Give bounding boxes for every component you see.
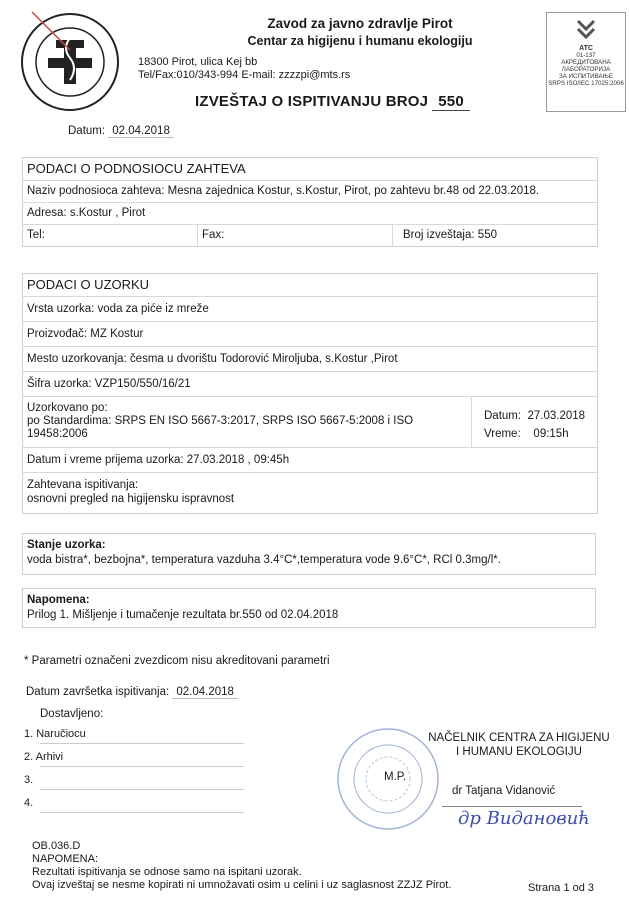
footer-line1: Rezultati ispitivanja se odnose samo na ispitani uzorak.	[32, 866, 302, 878]
atc-line3: ЗА ИСПИТИВАЊЕ	[558, 73, 614, 80]
producer-row	[23, 322, 597, 347]
delivered-line	[40, 789, 244, 790]
sampling-place-row	[23, 347, 597, 372]
center-name: Centar za higijenu i humanu ekologiju	[247, 34, 473, 48]
delivered-item-3: 3.	[24, 774, 34, 786]
footer-line2: Ovaj izveštaj se nesme kopirati ni umnožavati osim u celini i uz saglasnost ZZJZ Pirot.	[32, 879, 452, 891]
sampling-date-value: 27.03.2018	[527, 410, 586, 422]
note-value: Prilog 1. Mišljenje i tumačenje rezultata br.550 od 02.04.2018	[27, 609, 339, 621]
sampled-label: Uzorkovano po:	[27, 402, 108, 414]
requester-section	[22, 157, 598, 247]
completion-label: Datum završetka ispitivanja:	[26, 686, 170, 698]
requester-name-label: Naziv podnosioca zahteva:	[27, 185, 165, 197]
sampling-method-cell	[23, 397, 472, 447]
sample-code-value: VZP150/550/16/21	[94, 378, 191, 390]
mp-label: M.P.	[384, 771, 407, 783]
requester-name-value: Mesna zajednica Kostur, s.Kostur, Pirot, po zahtevu br.48 od 22.03.2018.	[167, 185, 540, 197]
condition-section	[22, 533, 596, 575]
completion-date	[26, 686, 238, 698]
tests-row	[23, 473, 597, 513]
receipt-value: 27.03.2018 , 09:45h	[186, 454, 290, 466]
condition-value: voda bistra*, bezbojna*, temperatura vazduha 3.4°C*,temperatura vode 9.6°C*, RCl 0.3mg/l*.	[27, 554, 501, 566]
producer-value: MZ Kostur	[90, 328, 144, 340]
sampling-date	[484, 407, 597, 425]
delivered-item-2: 2. Arhivi	[24, 751, 64, 763]
sampling-date-label: Datum:	[484, 410, 522, 422]
sample-type-label: Vrsta uzorka:	[27, 303, 95, 315]
date-label: Datum:	[68, 125, 106, 137]
fax-label: Fax:	[198, 225, 393, 246]
signature-title-line1: NAČELNIK CENTRA ZA HIGIJENU	[428, 732, 610, 744]
tests-value: osnovni pregled na higijensku ispravnost	[27, 493, 235, 505]
sample-type-value: voda za piće iz mreže	[97, 303, 209, 315]
sample-type-row	[23, 297, 597, 322]
sampling-datetime-cell	[472, 397, 597, 447]
footer-code: OB.036.D	[32, 840, 81, 852]
institute-logo	[18, 10, 122, 114]
sampling-place-value: česma u dvorištu Todorović Miroljuba, s.Kostur ,Pirot	[129, 353, 398, 365]
footer-napomena: NAPOMENA:	[32, 853, 99, 865]
sampling-method-row	[23, 397, 597, 448]
delivered-line	[40, 766, 244, 767]
sampling-time-label: Vreme:	[484, 428, 521, 440]
footnote: * Parametri označeni zvezdicom nisu akreditovani parametri	[24, 655, 330, 667]
org-address	[138, 56, 350, 82]
tests-label: Zahtevana ispitivanja:	[27, 479, 139, 491]
sampling-time	[484, 425, 597, 443]
sampling-place-label: Mesto uzorkovanja:	[27, 353, 127, 365]
requester-name-row	[23, 181, 597, 203]
delivered-label: Dostavljeno:	[40, 708, 104, 720]
atc-accreditation-badge	[546, 12, 626, 112]
report-no-cell	[393, 225, 597, 246]
signature-line	[442, 806, 582, 807]
producer-label: Proizvođač:	[27, 328, 88, 340]
delivered-line	[40, 743, 244, 744]
condition-title: Stanje uzorka:	[27, 539, 106, 551]
delivered-line	[40, 812, 244, 813]
org-name: Zavod za javno zdravlje Pirot	[267, 16, 453, 31]
atc-icon	[575, 17, 597, 41]
tel-label: Tel:	[23, 225, 198, 246]
address-line: 18300 Pirot, ulica Kej bb	[138, 56, 258, 68]
atc-line2: ЛАБОРАТОРИЈА	[561, 66, 611, 73]
completion-value: 02.04.2018	[172, 686, 238, 699]
receipt-row	[23, 448, 597, 473]
sample-title: PODACI O UZORKU	[23, 274, 597, 297]
sample-code-label: Šifra uzorka:	[27, 378, 92, 390]
atc-code: 01-137	[576, 52, 596, 59]
atc-std: SRPS ISO/IEC 17025:2006	[548, 80, 624, 87]
sampled-value: po Standardima: SRPS EN ISO 5667-3:2017, SRPS ISO 5667-5:2008 i ISO 19458:2006	[27, 415, 414, 440]
sample-code-row	[23, 372, 597, 397]
requester-address-row	[23, 203, 597, 225]
requester-address-value: s.Kostur , Pirot	[69, 207, 146, 219]
contact-line: Tel/Fax:010/343-994 E-mail: zzzzpi@mts.rs	[138, 69, 351, 81]
note-title: Napomena:	[27, 594, 90, 606]
report-date	[68, 125, 174, 137]
report-title-text: IZVEŠTAJ O ISPITIVANJU BROJ	[195, 93, 429, 110]
report-number: 550	[432, 93, 470, 111]
atc-label: ATC	[579, 45, 593, 52]
atc-line1: АКРЕДИТОВАНА	[561, 59, 611, 66]
page-number: Strana 1 od 3	[528, 882, 595, 894]
sample-section	[22, 273, 598, 514]
signature-title	[414, 731, 624, 759]
requester-address-label: Adresa:	[27, 207, 67, 219]
handwritten-signature: др Видановић	[458, 808, 590, 829]
note-section	[22, 588, 596, 628]
delivered-item-1: 1. Naručiocu	[24, 728, 86, 740]
report-no-label: Broj izveštaja:	[403, 229, 475, 241]
footer	[32, 840, 451, 892]
receipt-label: Datum i vreme prijema uzorka:	[27, 454, 184, 466]
requester-contact-row	[23, 225, 597, 246]
signature-title-line2: I HUMANU EKOLOGIJU	[456, 746, 582, 758]
date-value: 02.04.2018	[108, 125, 174, 138]
report-no-value: 550	[477, 229, 497, 241]
signatory-name: dr Tatjana Vidanović	[452, 785, 556, 797]
delivered-item-4: 4.	[24, 797, 34, 809]
requester-title: PODACI O PODNOSIOCU ZAHTEVA	[23, 158, 597, 181]
sampling-time-value: 09:15h	[533, 428, 569, 440]
report-title	[195, 93, 470, 111]
